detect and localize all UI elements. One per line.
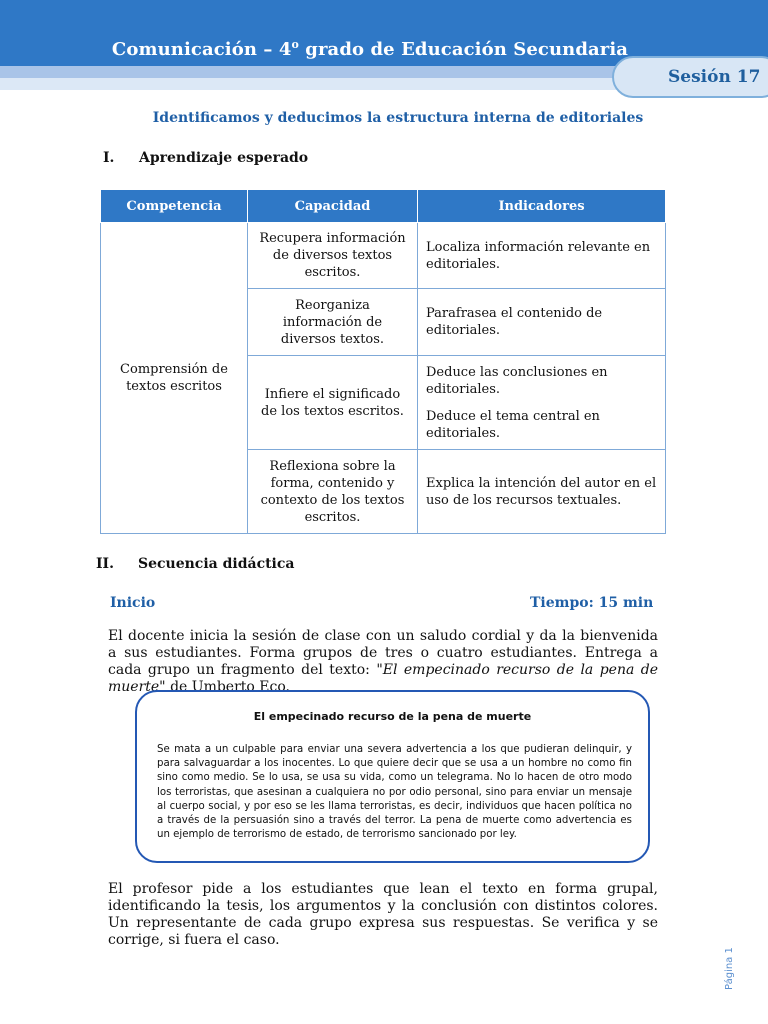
session-badge: Sesión 17	[612, 56, 768, 98]
indicador-cell: Parafrasea el contenido de editoriales.	[418, 289, 666, 356]
section-heading-aprendizaje: I. Aprendizaje esperado	[103, 150, 309, 166]
capacidad-cell: Reorganiza información de diversos textos.	[248, 289, 418, 356]
competencias-table	[100, 189, 666, 534]
tiempo-label: Tiempo: 15 min	[530, 595, 654, 611]
inicio-label: Inicio	[110, 595, 156, 611]
competencia-cell: Comprensión de textos escritos	[101, 223, 248, 534]
table-header: Indicadores	[418, 190, 666, 223]
indicador-cell: Deduce las conclusiones en editoriales. Deduce el tema central en editoriales.	[418, 356, 666, 450]
indicador-cell: Explica la intención del autor en el uso de los recursos textuales.	[418, 450, 666, 534]
capacidad-cell: Recupera información de diversos textos escritos.	[248, 223, 418, 289]
paragraph-actividad: El profesor pide a los estudiantes que lean el texto en forma grupal, identificando la tesis, los argumentos y la conclusión con distintos colores. Un representante de cada grupo expresa sus respuestas. Se verifica y se corrige, si fuera el caso.	[108, 881, 658, 948]
section-heading-secuencia: II. Secuencia didáctica	[96, 556, 295, 572]
page-title: Comunicación – 4$^o$ grado de Educación Secundaria	[111, 38, 629, 60]
capacidad-cell: Infiere el significado de los textos escritos.	[248, 356, 418, 450]
text-fragment-box	[135, 690, 650, 863]
table-header: Capacidad	[248, 190, 418, 223]
fragment-title: El empecinado recurso de la pena de muerte	[253, 710, 532, 723]
paragraph-inicio: El docente inicia la sesión de clase con un saludo cordial y da la bienvenida a sus estudiantes. Forma grupos de tres o cuatro estudiantes. Entrega a cada grupo un fragmento del texto: "El empecinado recurso de la pena de muerte" de Umberto Eco.	[108, 628, 658, 695]
page-number: Página 1	[724, 947, 735, 990]
capacidad-cell: Reflexiona sobre la forma, contenido y contexto de los textos escritos.	[248, 450, 418, 534]
session-subtitle: Identificamos y deducimos la estructura interna de editoriales	[152, 110, 644, 126]
fragment-body: Se mata a un culpable para enviar una severa advertencia a los que pudieran delinquir, y para salvaguardar a los inocentes. Lo que quiere decir que se usa a un hombre no como fin sino como medio. Se lo usa, se usa su vida, como un telegrama. No lo hacen de otro modo los terroristas, que asesinan a cualquiera no por odio personal, sino para enviar un mensaje al cuerpo social, y por eso se les llama terroristas, es decir, individuos que hacen política no a través de la persuasión sino a través del terror. La pena de muerte como advertencia es un ejemplo de terrorismo de estado, de terrorismo sancionado por ley.	[157, 744, 632, 841]
indicador-cell: Localiza información relevante en editoriales.	[418, 223, 666, 289]
table-header: Competencia	[101, 190, 248, 223]
